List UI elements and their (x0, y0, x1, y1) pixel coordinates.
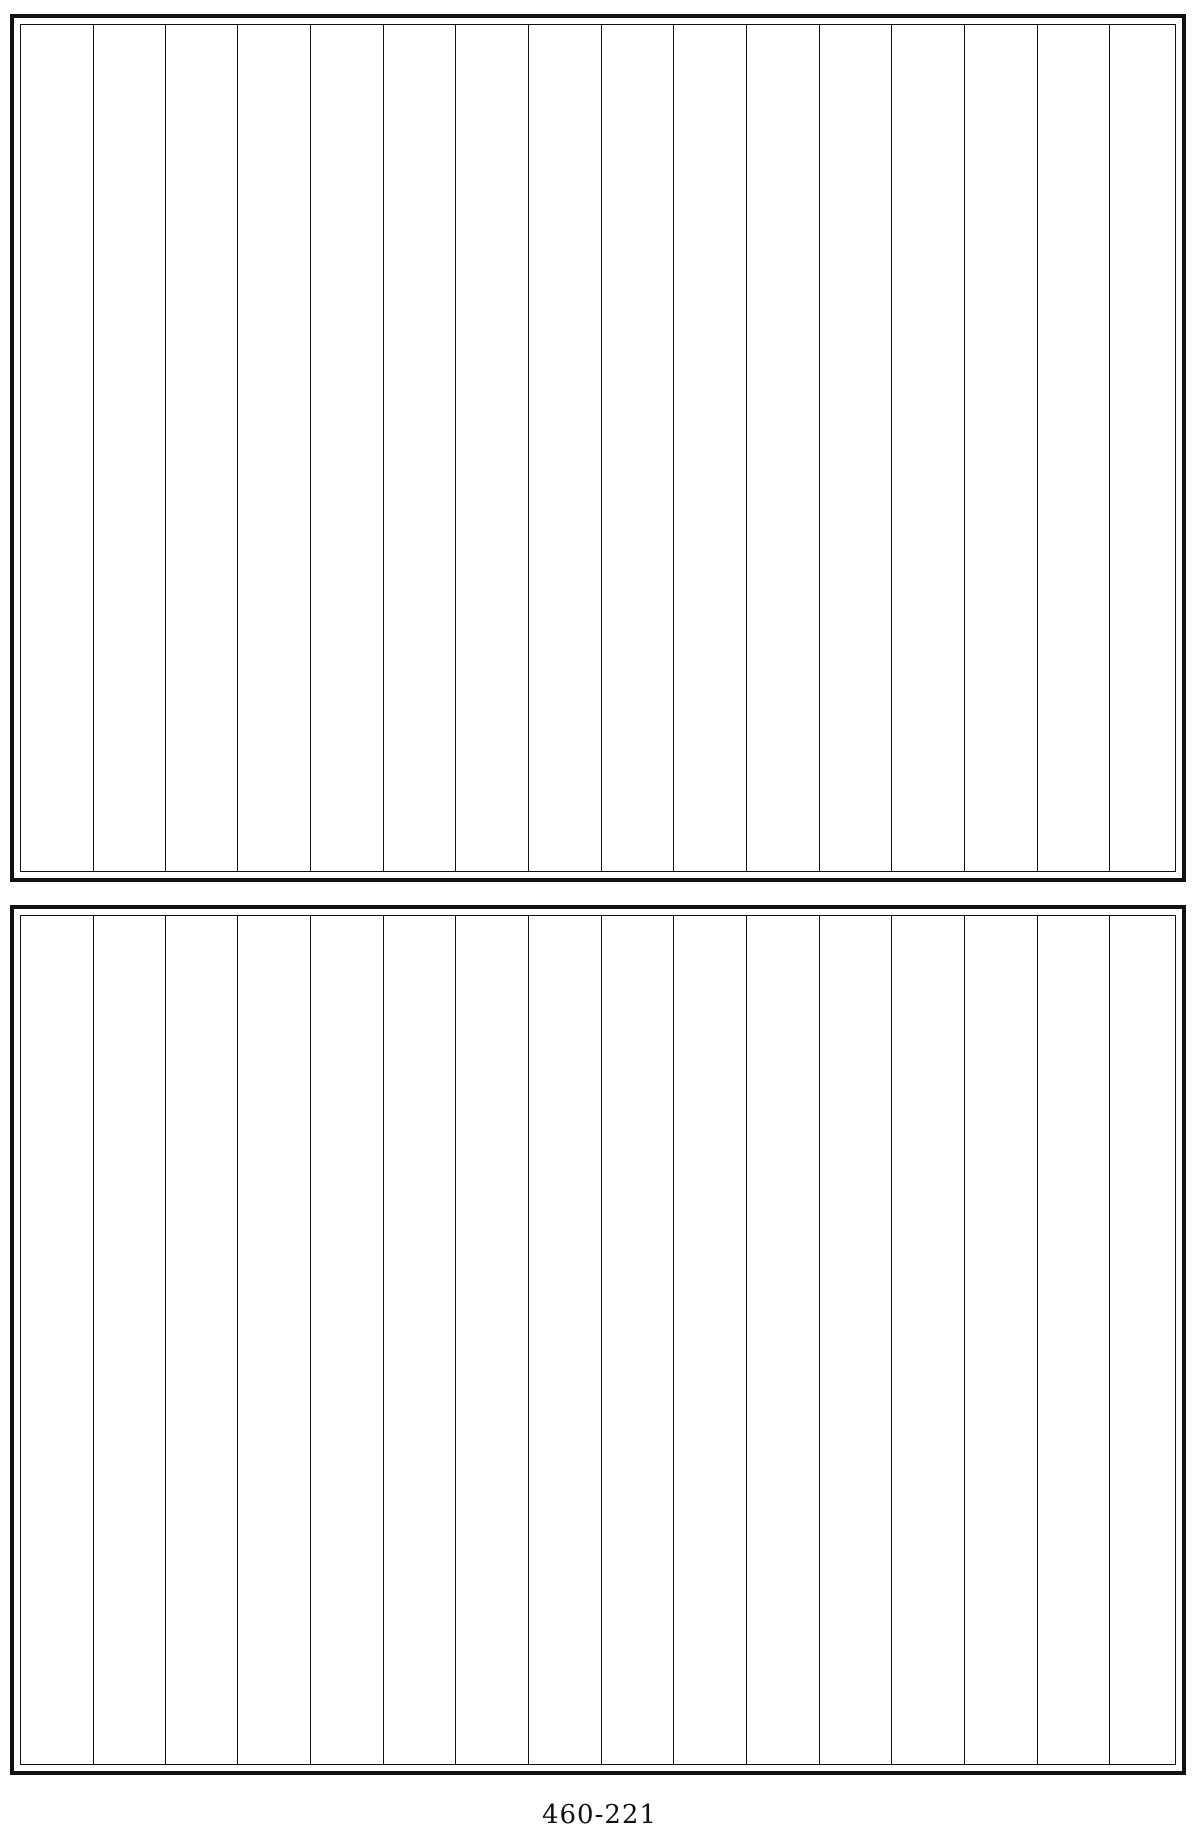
upper-folio-inner-border (20, 24, 1176, 872)
column-rule (1109, 24, 1110, 872)
column-rule (1037, 915, 1038, 1765)
column-rule (819, 24, 820, 872)
column-rule (93, 24, 94, 872)
footer-page-number: 460-221 (541, 1800, 658, 1830)
column-rule (165, 915, 166, 1765)
column-rule (964, 24, 965, 872)
column-rule (455, 24, 456, 872)
column-rule (601, 915, 602, 1765)
column-rule (891, 24, 892, 872)
column-rule (237, 915, 238, 1765)
column-rule (528, 24, 529, 872)
column-rule (1109, 915, 1110, 1765)
column-rule (237, 24, 238, 872)
lower-folio-inner-border (20, 915, 1176, 1765)
column-rule (1037, 24, 1038, 872)
column-rule (383, 24, 384, 872)
column-rule (673, 915, 674, 1765)
column-rule (746, 24, 747, 872)
column-rule (383, 915, 384, 1765)
column-rule (964, 915, 965, 1765)
column-rule (891, 915, 892, 1765)
column-rule (93, 915, 94, 1765)
upper-folio-frame (10, 14, 1186, 882)
column-rule (455, 915, 456, 1765)
column-rule (165, 24, 166, 872)
lower-folio-frame (10, 905, 1186, 1775)
column-rule (601, 24, 602, 872)
column-rule (673, 24, 674, 872)
column-rule (528, 915, 529, 1765)
column-rule (746, 915, 747, 1765)
column-rule (310, 915, 311, 1765)
column-rule (310, 24, 311, 872)
column-rule (819, 915, 820, 1765)
